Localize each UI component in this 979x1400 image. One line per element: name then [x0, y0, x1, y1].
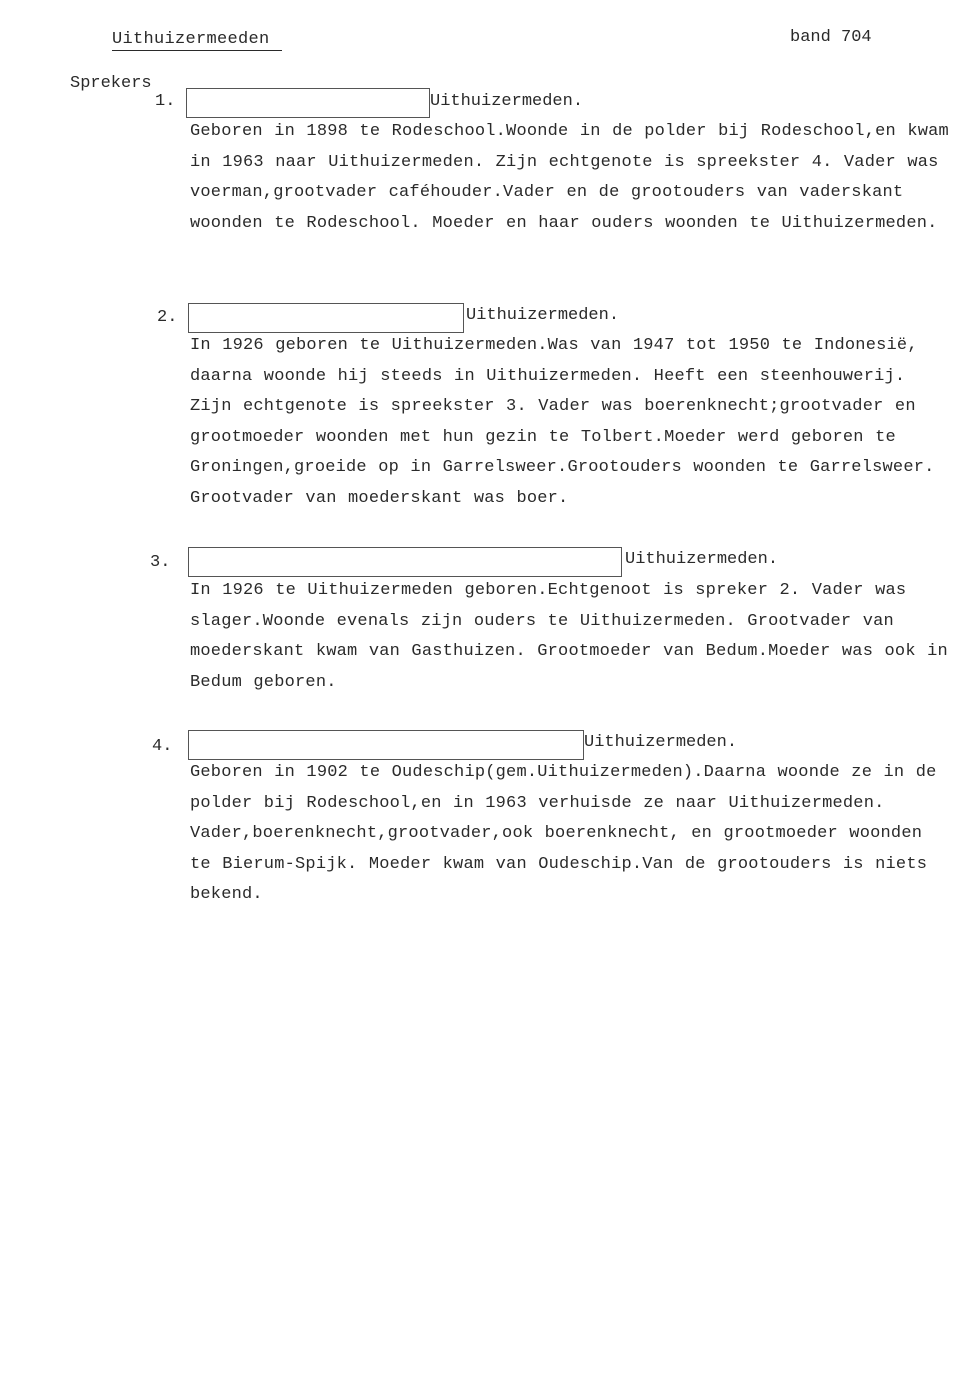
speaker-number: 2.: [157, 308, 178, 327]
speaker-number: 1.: [155, 92, 176, 111]
speaker-bio: In 1926 geboren te Uithuizermeden.Was van 1947 tot 1950 te Indonesië, daarna woonde hij steeds in Uithuizermeden. Heeft een steenhouwerij. Zijn echtgenote is spreekster 3. Vader was boerenknecht;grootvader en grootmoeder woonden met hun gezin te Tolbert.Moeder werd geboren te Groningen,groeide op in Garrelsweer.Grootouders woonden te Garrelsweer. Grootvader van moederskant was boer.: [190, 336, 935, 508]
speaker-place: Uithuizermeden.: [625, 550, 779, 569]
redacted-name-box: [186, 88, 430, 118]
band-number: band 704: [790, 28, 872, 47]
redacted-name-box: [188, 547, 622, 577]
redacted-name-box: [188, 303, 464, 333]
speaker-place: Uithuizermeden.: [430, 92, 584, 111]
speaker-bio: In 1926 te Uithuizermeden geboren.Echtgenoot is spreker 2. Vader was slager.Woonde evenals zijn ouders te Uithuizermeden. Grootvader van moederskant kwam van Gasthuizen. Grootmoeder van Bedum.Moeder was ook in Bedum geboren.: [190, 581, 948, 692]
speaker-number: 4.: [152, 737, 173, 756]
speaker-number: 3.: [150, 553, 171, 572]
section-heading: Sprekers: [70, 74, 152, 93]
speaker-bio: Geboren in 1902 te Oudeschip(gem.Uithuizermeden).Daarna woonde ze in de polder bij Rodeschool,en in 1963 verhuisde ze naar Uithuizermeden. Vader,boerenknecht,grootvader,ook boerenknecht, en grootmoeder woonden te Bierum-Spijk. Moeder kwam van Oudeschip.Van de grootouders is niets bekend.: [190, 763, 937, 904]
speaker-place: Uithuizermeden.: [584, 733, 738, 752]
document-title: Uithuizermeeden: [112, 30, 282, 51]
speaker-place: Uithuizermeden.: [466, 306, 620, 325]
speaker-bio: Geboren in 1898 te Rodeschool.Woonde in de polder bij Rodeschool,en kwam in 1963 naar Uithuizermeden. Zijn echtgenote is spreekster 4. Vader was voerman,grootvader caféhouder.Vader en de grootouders van vaderskant woonden te Rodeschool. Moeder en haar ouders woonden te Uithuizermeden.: [190, 122, 949, 233]
redacted-name-box: [188, 730, 584, 760]
